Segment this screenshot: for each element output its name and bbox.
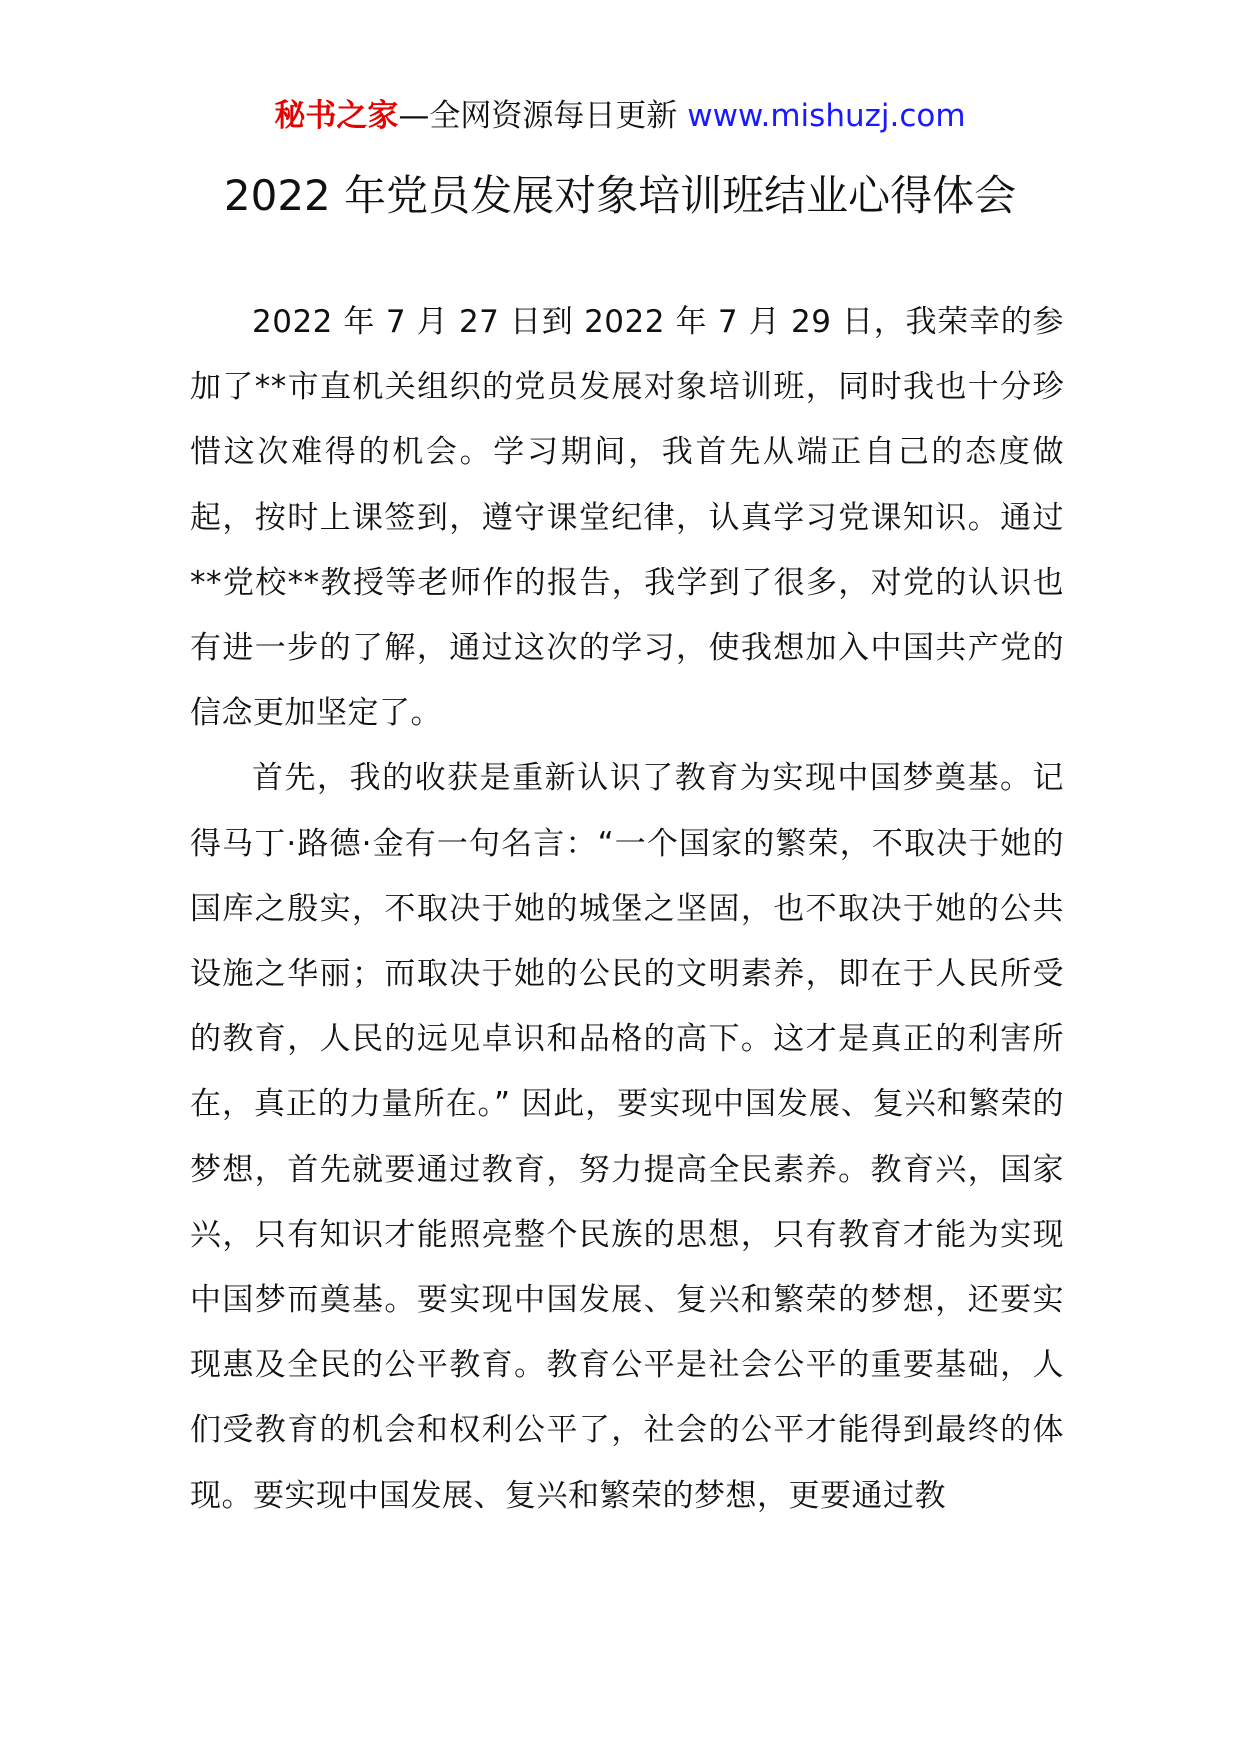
site-header bbox=[0, 96, 1240, 136]
document-body bbox=[190, 290, 1064, 1529]
site-url-link[interactable]: www.mishuzj.com bbox=[687, 98, 966, 134]
paragraph-1: 2022 年 7 月 27 日到 2022 年 7 月 29 日，我荣幸的参加了**市直机关组织的党员发展对象培训班，同时我也十分珍惜这次难得的机会。学习期间，我首先从端正自己的态度做起，按时上课签到，遵守课堂纪律，认真学习党课知识。通过**党校**教授等老师作的报告，我学到了很多，对党的认识也有进一步的了解，通过这次的学习，使我想加入中国共产党的信念更加坚定了。 bbox=[190, 304, 1064, 732]
paragraph-2: 首先，我的收获是重新认识了教育为实现中国梦奠基。记得马丁·路德·金有一句名言：“一个国家的繁荣，不取决于她的国库之殷实，不取决于她的城堡之坚固，也不取决于她的公共设施之华丽；而取决于她的公民的文明素养，即在于人民所受的教育，人民的远见卓识和品格的高下。这才是真正的利害所在，真正的力量所在。” 因此，要实现中国发展、复兴和繁荣的梦想，首先就要通过教育，努力提高全民素养。教育兴，国家兴，只有知识才能照亮整个民族的思想，只有教育才能为实现中国梦而奠基。要实现中国发展、复兴和繁荣的梦想，还要实现惠及全民的公平教育。教育公平是社会公平的重要基础，人们受教育的机会和权利公平了，社会的公平才能得到最终的体现。要实现中国发展、复兴和繁荣的梦想，更要通过教 bbox=[190, 760, 1064, 1514]
brand-name: 秘书之家 bbox=[274, 98, 399, 134]
site-tagline: —全网资源每日更新 bbox=[398, 98, 688, 134]
document-title: 2022 年党员发展对象培训班结业心得体会 bbox=[223, 171, 1017, 220]
